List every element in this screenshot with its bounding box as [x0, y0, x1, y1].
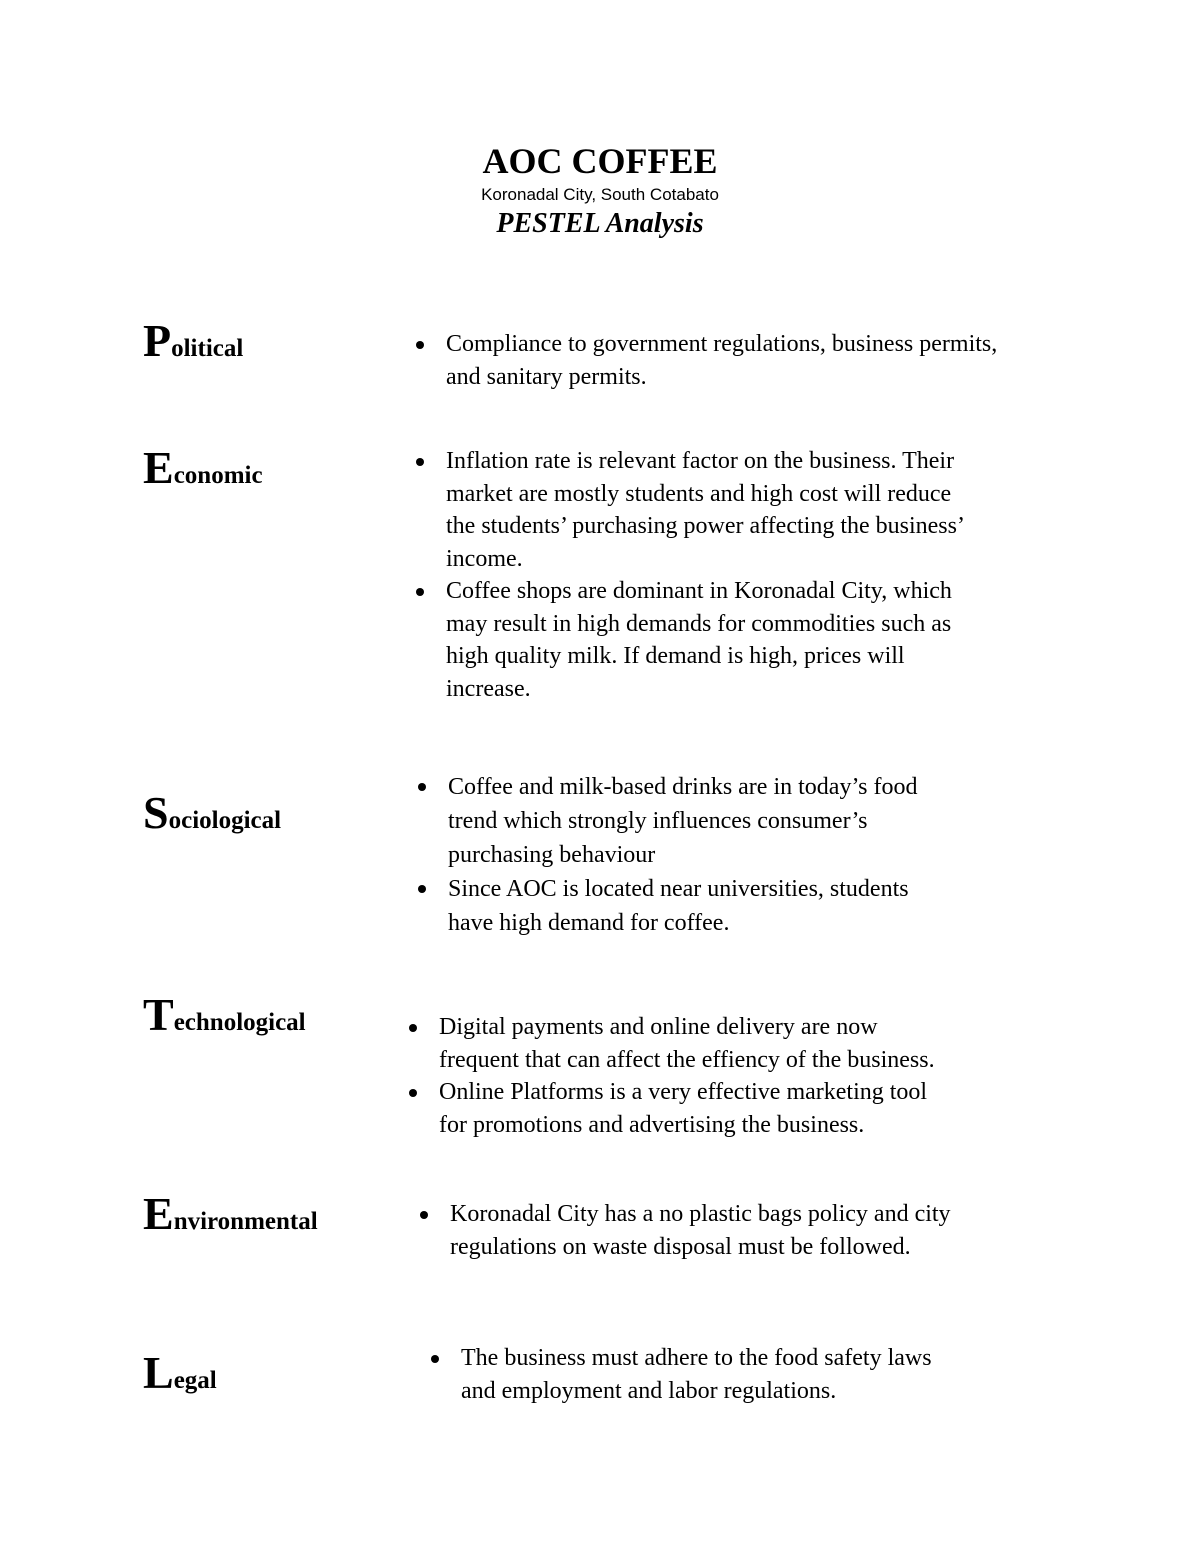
bullet-line: have high demand for coffee. [448, 910, 730, 936]
factor-initial: E [143, 442, 174, 493]
bullet-item [410, 575, 965, 705]
factor-label-technological [143, 989, 306, 1040]
bullet-line: trend which strongly influences consumer’s [448, 808, 868, 834]
factor-label-economic [143, 442, 263, 493]
document-heading: PESTEL Analysis [496, 208, 704, 239]
bullet-icon [409, 1024, 417, 1032]
bullet-icon [416, 458, 424, 466]
bullet-line: Compliance to government regulations, business permits, [446, 331, 998, 357]
bullet-line: the students’ purchasing power affecting the business’ [446, 513, 965, 539]
factor-bullets-political [410, 328, 997, 393]
bullet-item [425, 1342, 932, 1407]
bullet-icon [418, 885, 426, 893]
bullet-item [403, 1076, 935, 1141]
factor-rest: ociological [168, 807, 282, 834]
bullet-line: Digital payments and online delivery are now [439, 1014, 878, 1040]
factor-bullets-legal [425, 1342, 932, 1407]
bullet-line: high quality milk. If demand is high, prices will [446, 643, 905, 669]
factor-rest: conomic [173, 462, 263, 489]
bullet-line: regulations on waste disposal must be followed. [450, 1233, 911, 1260]
bullet-line: income. [446, 545, 523, 572]
bullet-item [403, 1011, 935, 1076]
bullet-icon [409, 1089, 417, 1097]
factor-label-environmental [143, 1188, 318, 1239]
factor-rest: nvironmental [173, 1208, 318, 1235]
bullet-line: Inflation rate is relevant factor on the business. Their [446, 448, 955, 474]
bullet-icon [420, 1211, 428, 1219]
bullet-item [410, 328, 997, 393]
factor-rest: olitical [171, 335, 244, 362]
bullet-line: Coffee shops are dominant in Koronadal City, which [446, 578, 952, 604]
bullet-icon [418, 783, 426, 791]
bullet-line: and employment and labor regulations. [461, 1377, 837, 1404]
bullet-line: market are mostly students and high cost will reduce [446, 480, 952, 507]
factor-rest: egal [173, 1367, 217, 1394]
document-title: AOC COFFEE [482, 141, 718, 181]
bullet-line: purchasing behaviour [448, 842, 656, 868]
bullet-item [410, 445, 965, 575]
bullet-icon [416, 588, 424, 596]
factor-initial: E [143, 1188, 174, 1239]
factor-bullets-technological [403, 1011, 935, 1141]
bullet-icon [416, 341, 424, 349]
bullet-line: Online Platforms is a very effective marketing tool [439, 1079, 928, 1105]
factor-rest: echnological [173, 1009, 306, 1036]
bullet-item [414, 1198, 951, 1263]
bullet-line: may result in high demands for commodities such as [446, 610, 952, 637]
bullet-line: Coffee and milk-based drinks are in today’s food [448, 774, 918, 800]
bullet-line: for promotions and advertising the business. [439, 1111, 865, 1138]
factor-bullets-economic [410, 445, 965, 705]
factor-initial: P [143, 315, 172, 366]
bullet-icon [431, 1355, 439, 1363]
factor-bullets-sociological [412, 770, 917, 940]
bullet-item [412, 872, 917, 940]
factor-initial: T [143, 989, 174, 1040]
bullet-line: Since AOC is located near universities, students [448, 876, 909, 902]
document-subtitle: Koronadal City, South Cotabato [481, 185, 719, 204]
factor-label-political [143, 315, 244, 366]
bullet-line: frequent that can affect the effiency of the business. [439, 1046, 935, 1073]
bullet-item [412, 770, 917, 872]
factor-label-legal [143, 1347, 217, 1398]
factor-bullets-environmental [414, 1198, 951, 1263]
bullet-line: Koronadal City has a no plastic bags policy and city [450, 1201, 951, 1227]
factor-label-sociological [143, 787, 282, 838]
factor-initial: S [143, 787, 169, 838]
factor-initial: L [143, 1347, 174, 1398]
bullet-line: increase. [446, 675, 531, 702]
bullet-line: and sanitary permits. [446, 363, 647, 390]
bullet-line: The business must adhere to the food safety laws [461, 1345, 932, 1371]
